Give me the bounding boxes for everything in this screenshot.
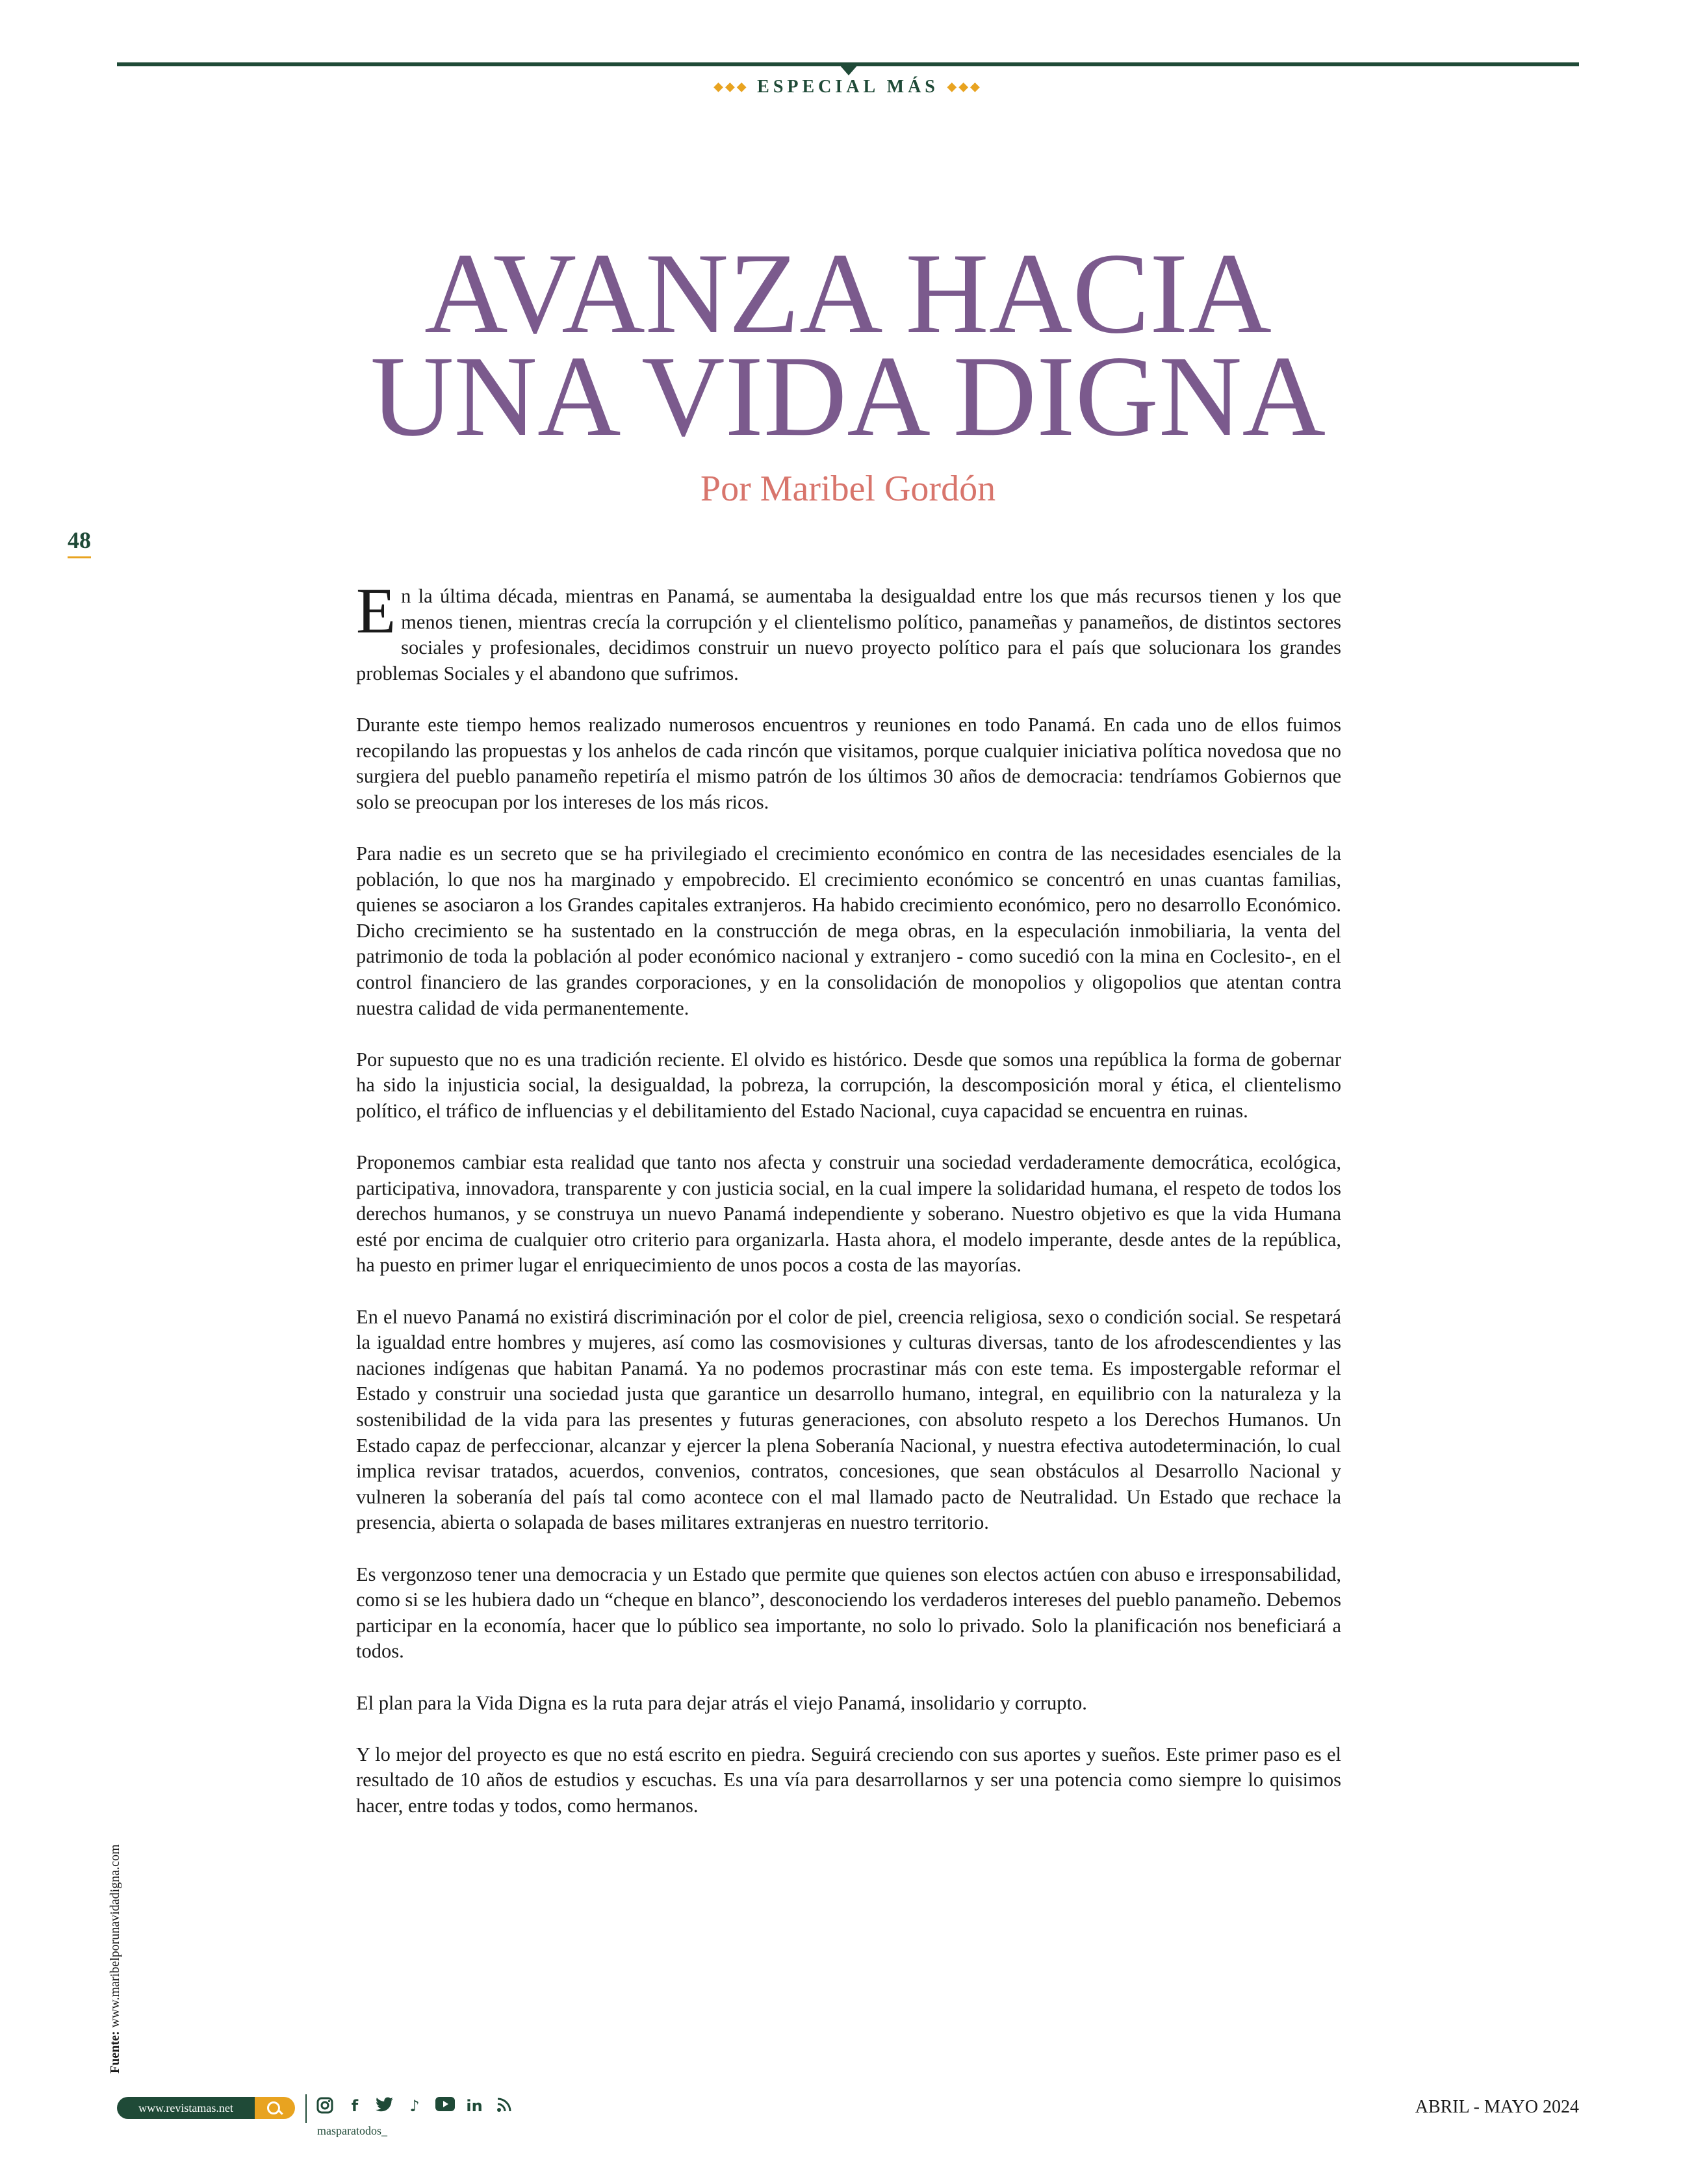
paragraph: Es vergonzoso tener una democracia y un Estado que permite que quienes son electos actúen con abuso e irresponsabilidad, como si se les hubiera dado un “cheque en blanco”, desconociendo los verdaderos intereses del pueblo panameño. Debemos participar en la economía, hacer que lo público sea importante, no solo lo privado. Solo la planificación nos beneficiará a todos. <box>356 1563 1341 1663</box>
footer-divider <box>305 2094 307 2123</box>
drop-cap: E <box>356 575 396 647</box>
social-icons <box>316 2097 513 2115</box>
linkedin-icon[interactable]: in <box>466 2097 483 2115</box>
source-credit <box>108 1845 123 2074</box>
paragraph: En el nuevo Panamá no existirá discriminación por el color de piel, creencia religiosa, sexo o condición social. Se respetará la igualdad entre hombres y mujeres, así como las cosmovisiones y culturas diversas, tanto de los afrodescendientes y las naciones indígenas que habitan Panamá. Ya no podemos procrastinar más con este tema. Es impostergable reformar el Estado y construir una sociedad justa que garantice un desarrollo humano, integral, en equilibrio con la naturaleza y la sostenibilidad de la vida para las presentes y futuras generaciones, con absoluto respeto a los Derechos Humanos. Un Estado capaz de perfeccionar, alcanzar y ejercer la plena Soberanía Nacional, y nuestra efectiva autodeterminación, lo cual implica revisar tratados, acuerdos, convenios, contratos, concesiones, que sean obstáculos al Desarrollo Nacional y vulneren la soberanía del país tal como acontece con el mal llamado pacto de Neutralidad. Un Estado que rechace la presencia, abierta o solapada de bases militares extranjeras en nuestro territorio. <box>356 1305 1341 1534</box>
paragraph: Proponemos cambiar esta realidad que tanto nos afecta y construir una sociedad verdaderamente democrática, ecológica, participativa, innovadora, transparente y con justicia social, en la cual impere la solidaridad humana, el respeto de todos los derechos humanos, y se construya un nuevo Panamá independiente y soberano. Nuestro objetivo es que la vida Humana esté por encima de cualquier otro criterio para organizarla. Hasta ahora, el modelo imperante, desde antes de la república, ha puesto en primer lugar el enriquecimiento de unos pocos a costa de las mayorías. <box>356 1151 1341 1277</box>
article-title-line-2: UNA VIDA DIGNA <box>370 332 1326 460</box>
paragraph: Durante este tiempo hemos realizado numerosos encuentros y reuniones en todo Panamá. En cada uno de ellos fuimos recopilando las propuestas y los anhelos de cada rincón que visitamos, porque cualquier iniciativa política novedosa que no surgiera del pueblo panameño repetiría el mismo patrón de los últimos 30 años de democracia: tendríamos Gobiernos que solo se preocupan por los intereses de los más ricos. <box>356 713 1341 813</box>
paragraph: Para nadie es un secreto que se ha privilegiado el crecimiento económico en contra de las necesidades esenciales de la población, lo que nos ha marginado y empobrecido. El crecimiento económico se concentró en unas cuantas familias, quienes se asociaron a los Grandes capitales extranjeros. Ha habido crecimiento económico, pero no desarrollo Económico. Dicho crecimiento se ha sustentado en la construcción de mega obras, en la especulación inmobiliaria, la venta del patrimonio de toda la población al poder económico nacional y extranjero - como sucedió con la mina en Coclesito-, en el control financiero de las grandes corporaciones, y en la consolidación de monopolios y oligopolios que atentan contra nuestra calidad de vida permanentemente. <box>356 842 1341 1019</box>
source-label: Fuente: <box>108 2031 122 2074</box>
article-title <box>0 229 1696 460</box>
site-search-pill[interactable] <box>117 2097 295 2119</box>
paragraph: Y lo mejor del proyecto es que no está escrito en piedra. Seguirá creciendo con sus aportes y sueños. Este primer paso es el resultado de 10 años de estudios y escuchas. Es una vía para desarrollarnos y ser una potencia como siempre lo quisimos hacer, entre todas y todos, como hermanos. <box>356 1743 1341 1817</box>
social-handle[interactable]: masparatodos_ <box>317 2124 387 2137</box>
rss-icon[interactable] <box>495 2097 513 2115</box>
site-url-link[interactable]: www.revistamas.net <box>117 2097 255 2119</box>
top-rule-notch <box>840 65 858 75</box>
search-icon-lens <box>267 2101 280 2114</box>
paragraph <box>356 575 1341 686</box>
search-icon-handle <box>277 2109 283 2114</box>
diamond-ornament-left: ◆◆◆ <box>713 80 749 93</box>
byline: Por Maribel Gordón <box>700 469 996 509</box>
search-icon[interactable] <box>255 2097 295 2119</box>
paragraph-text: n la última década, mientras en Panamá, se aumentaba la desigualdad entre los que más recursos tienen y los que menos tienen, mientras crecía la corrupción y el clientelismo político, panameñas y panameños, de distintos sectores sociales y profesionales, decidimos construir un nuevo proyecto político para el país que solucionara los grandes problemas Sociales y el abandono que sufrimos. <box>356 585 1341 684</box>
paragraph: Por supuesto que no es una tradición reciente. El olvido es histórico. Desde que somos una república la forma de gobernar ha sido la injusticia social, la desigualdad, la pobreza, la corrupción, la descomposición moral y ética, el clientelismo político, el tráfico de influencias y el debilitamiento del Estado Nacional, cuya capacidad se encuentra en ruinas. <box>356 1048 1341 1122</box>
paragraph: El plan para la Vida Digna es la ruta para dejar atrás el viejo Panamá, insolidario y corrupto. <box>356 1691 1087 1714</box>
article-title-line-1: AVANZA HACIA <box>424 229 1272 358</box>
section-label-text: ESPECIAL MÁS <box>757 77 939 97</box>
twitter-icon[interactable] <box>376 2097 394 2115</box>
section-label <box>0 77 1696 98</box>
tiktok-icon[interactable]: ♪ <box>409 2097 420 2115</box>
facebook-icon[interactable]: f <box>351 2097 359 2115</box>
source-url[interactable]: www.maribelporunavidadigna.com <box>108 1844 122 2028</box>
article-body <box>356 575 1341 1845</box>
diamond-ornament-right: ◆◆◆ <box>947 80 983 93</box>
youtube-icon[interactable] <box>435 2097 454 2115</box>
page-number: 48 <box>68 526 91 558</box>
issue-date: ABRIL - MAYO 2024 <box>1415 2097 1579 2117</box>
instagram-icon[interactable] <box>316 2097 334 2115</box>
